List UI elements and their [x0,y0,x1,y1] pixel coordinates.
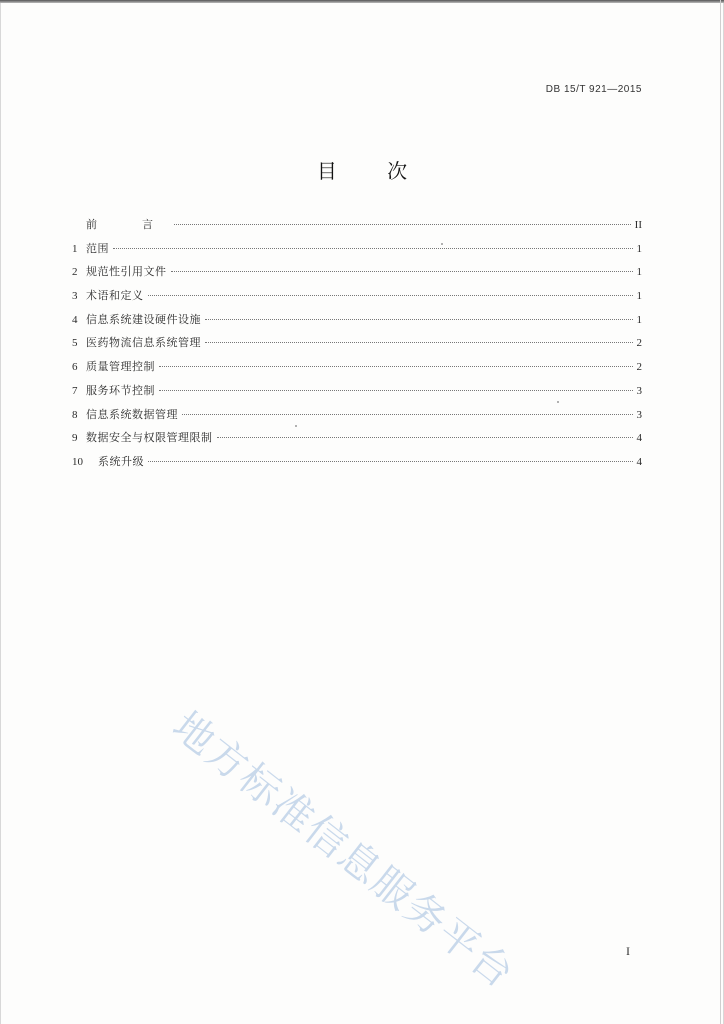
toc-number: 9 [72,432,78,445]
toc-entry-normative-references[interactable] [72,263,642,287]
toc-entry-data-management[interactable] [72,406,642,430]
toc-entry-quality-control[interactable] [72,358,642,382]
toc-page-number: 1 [636,242,642,255]
toc-leader-dots [182,414,633,415]
toc-page-number: 4 [636,432,642,445]
scan-speck [557,401,559,403]
toc-leader-dots [113,248,633,249]
toc-number: 7 [72,384,78,397]
toc-page-number: 1 [636,290,642,303]
toc-label: 信息系统数据管理 [86,407,178,421]
toc-label: 服务环节控制 [86,383,155,397]
toc-label: 系统升级 [98,454,144,468]
title-char-2: 次 [387,159,408,183]
toc-number: 10 [72,455,83,468]
page-title [0,155,724,184]
toc-entry-system-management[interactable] [72,334,642,358]
toc-number: 3 [72,290,78,303]
toc-entry-hardware-facilities[interactable] [72,311,642,335]
scan-edge-top [0,0,724,3]
toc-leader-dots [174,224,631,225]
toc-leader-dots [205,319,633,320]
toc-leader-dots [148,295,633,296]
page-number: I [626,944,630,958]
toc-entry-foreword[interactable] [72,216,642,240]
document-code: DB 15/T 921—2015 [545,84,642,95]
toc-page-number: 3 [636,384,642,397]
table-of-contents [72,216,642,477]
toc-entry-data-security[interactable] [72,429,642,453]
toc-number: 4 [72,313,78,326]
toc-label: 规范性引用文件 [86,265,167,279]
toc-label: 质量管理控制 [86,360,155,374]
toc-page-number: 4 [636,455,642,468]
toc-page-number: II [634,219,642,231]
scan-speck [295,425,297,427]
scan-speck [441,243,443,245]
toc-leader-dots [205,342,633,343]
toc-leader-dots [148,461,633,462]
toc-label: 数据安全与权限管理限制 [86,431,213,445]
toc-page-number: 3 [636,408,642,421]
toc-label: 前 言 [86,218,170,231]
toc-entry-system-upgrade[interactable] [72,453,642,477]
watermark: 地方标准信息服务平台 [163,703,523,998]
scan-edge-right [720,0,721,1024]
title-char-1: 目 [316,159,337,183]
toc-leader-dots [159,390,633,391]
toc-label: 术语和定义 [86,289,144,303]
toc-page-number: 2 [636,337,642,350]
toc-number: 8 [72,408,78,421]
toc-number: 6 [72,361,78,374]
toc-number: 5 [72,337,78,350]
toc-page-number: 1 [636,266,642,279]
toc-label: 信息系统建设硬件设施 [86,312,201,326]
toc-page-number: 2 [636,361,642,374]
toc-leader-dots [159,366,633,367]
toc-leader-dots [217,437,633,438]
toc-entry-terms-definitions[interactable] [72,287,642,311]
toc-label: 医药物流信息系统管理 [86,336,201,350]
toc-label: 范围 [86,241,109,255]
toc-page-number: 1 [636,313,642,326]
toc-entry-scope[interactable] [72,240,642,264]
toc-number: 2 [72,266,78,279]
toc-leader-dots [171,271,633,272]
toc-number: 1 [72,242,78,255]
